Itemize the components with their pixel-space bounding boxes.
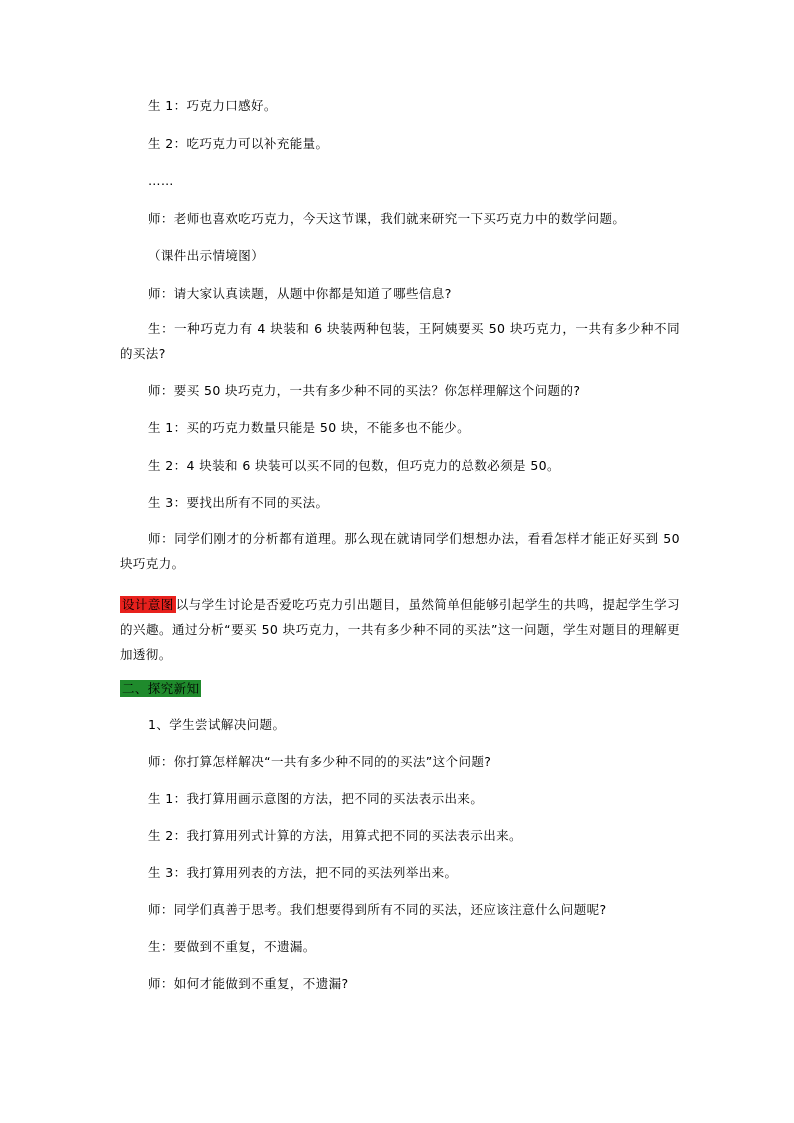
step-line: 1、学生尝试解决问题。 <box>148 717 286 732</box>
dialogue-line: 师：请大家认真读题，从题中你都是知道了哪些信息? <box>148 286 452 301</box>
dialogue-line: 师：老师也喜欢吃巧克力，今天这节课，我们就来研究一下买巧克力中的数学问题。 <box>148 211 626 226</box>
ellipsis-line: …… <box>148 173 174 188</box>
dialogue-line: 生 2：吃巧克力可以补充能量。 <box>148 136 329 151</box>
dialogue-line: 生 1：我打算用画示意图的方法，把不同的买法表示出来。 <box>148 791 484 806</box>
dialogue-line: 生 3：我打算用列表的方法，把不同的买法列举出来。 <box>148 865 458 880</box>
design-intent-paragraph <box>120 592 680 667</box>
dialogue-line: 生：要做到不重复，不遗漏。 <box>148 939 316 954</box>
section-heading <box>120 679 680 699</box>
dialogue-line: 师：要买 50 块巧克力，一共有多少种不同的买法？你怎样理解这个问题的? <box>148 383 581 398</box>
design-intent-text: 以与学生讨论是否爱吃巧克力引出题目，虽然简单但能够引起学生的共鸣，提起学生学习的兴趣。通过分析“要买 50 块巧克力，一共有多少种不同的买法”这一问题，学生对题目的理解更加透彻。 <box>120 597 680 662</box>
dialogue-line: 生 2：4 块装和 6 块装可以买不同的包数，但巧克力的总数必须是 50。 <box>148 458 560 473</box>
dialogue-line: 生 1：巧克力口感好。 <box>148 98 277 113</box>
dialogue-line: 师：如何才能做到不重复，不遗漏? <box>148 976 349 991</box>
section-tag: 二、探究新知 <box>122 681 200 696</box>
dialogue-line: 生 2：我打算用列式计算的方法，用算式把不同的买法表示出来。 <box>148 828 522 843</box>
design-intent-tag: 设计意图 <box>122 597 174 612</box>
dialogue-line: 生 3：要找出所有不同的买法。 <box>148 495 329 510</box>
stage-note: （课件出示情境图） <box>148 248 265 263</box>
dialogue-paragraph: 生：一种巧克力有 4 块装和 6 块装两种包装，王阿姨要买 50 块巧克力，一共有多少种不同的买法? <box>120 321 680 361</box>
dialogue-line: 生 1：买的巧克力数量只能是 50 块，不能多也不能少。 <box>148 420 470 435</box>
dialogue-line: 师：同学们真善于思考。我们想要得到所有不同的买法，还应该注意什么问题呢? <box>148 902 607 917</box>
dialogue-paragraph: 师：同学们刚才的分析都有道理。那么现在就请同学们想想办法，看看怎样才能正好买到 50 块巧克力。 <box>120 531 680 571</box>
dialogue-line: 师：你打算怎样解决“一共有多少种不同的的买法”这个问题? <box>148 754 492 769</box>
